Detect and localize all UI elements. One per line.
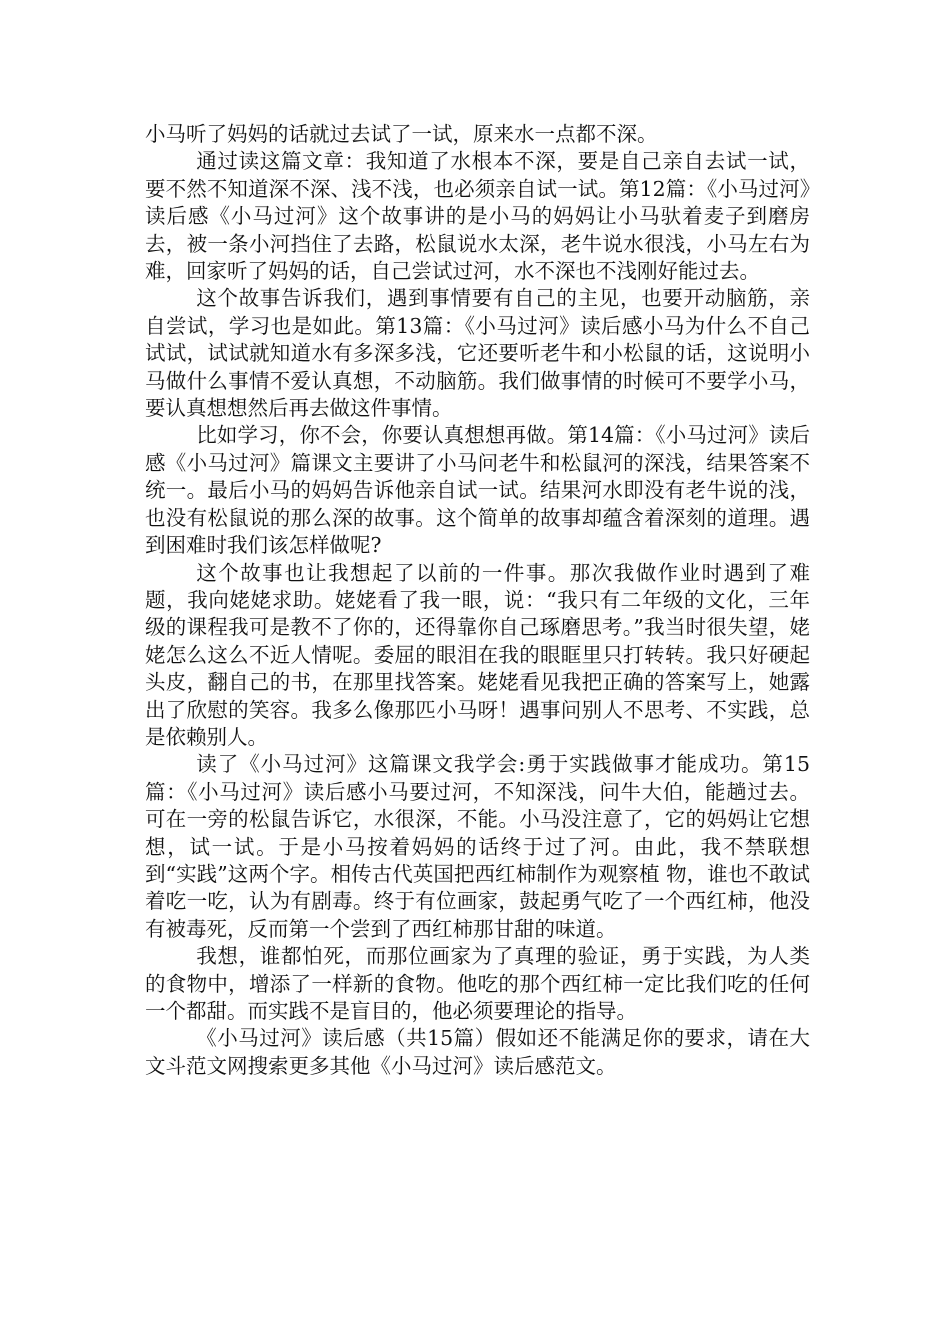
paragraph-7: 我想，谁都怕死，而那位画家为了真理的验证，勇于实践，为人类的食物中，增添了一样新的食物。他吃的那个西红柿一定比我们吃的任何一个都甜。而实践不是盲目的，他必须要理论的指导。 bbox=[145, 944, 810, 1023]
document-body bbox=[145, 121, 810, 1080]
paragraph-6: 读了《小马过河》这篇课文我学会:勇于实践做事才能成功。第15篇：《小马过河》读后感小马要过河，不知深浅，问牛大伯，能趟过去。可在一旁的松鼠告诉它，水很深，不能。小马没注意了，它的妈妈让它想想，试一试。于是小马按着妈妈的话终于过了河。由此，我不禁联想到“实践”这两个字。相传古代英国把西红柿制作为观察植 物，谁也不敢试着吃一吃，认为有剧毒。终于有位画家，鼓起勇气吃了一个西红柿，他没有被毒死，反而第一个尝到了西红柿那甘甜的味道。 bbox=[145, 752, 810, 941]
paragraph-8: 《小马过河》读后感（共15篇）假如还不能满足你的要求，请在大文斗范文网搜索更多其他《小马过河》读后感范文。 bbox=[145, 1026, 810, 1078]
paragraph-4: 比如学习，你不会，你要认真想想再做。第14篇：《小马过河》读后感《小马过河》篇课文主要讲了小马问老牛和松鼠河的深浅，结果答案不统一。最后小马的妈妈告诉他亲自试一试。结果河水即没有老牛说的浅，也没有松鼠说的那么深的故事。这个简单的故事却蕴含着深刻的道理。遇到困难时我们该怎样做呢? bbox=[145, 423, 810, 558]
paragraph-5: 这个故事也让我想起了以前的一件事。那次我做作业时遇到了难题，我向姥姥求助。姥姥看了我一眼，说：“我只有二年级的文化，三年级的课程我可是教不了你的，还得靠你自己琢磨思考。”我当时很失望，姥姥怎么这么不近人情呢。委屈的眼泪在我的眼眶里只打转转。我只好硬起头皮，翻自己的书，在那里找答案。姥姥看见我把正确的答案写上，她露出了欣慰的笑容。我多么像那匹小马呀！遇事问别人不思考、不实践，总是依赖别人。 bbox=[145, 560, 810, 749]
paragraph-1: 小马听了妈妈的话就过去试了一试，原来水一点都不深。 bbox=[145, 122, 658, 146]
paragraph-2: 通过读这篇文章：我知道了水根本不深，要是自己亲自去试一试，要不然不知道深不深、浅不浅，也必须亲自试一试。第12篇：《小马过河》读后感《小马过河》这个故事讲的是小马的妈妈让小马驮着麦子到磨房去，被一条小河挡住了去路，松鼠说水太深，老牛说水很浅，小马左右为难，回家听了妈妈的话，自己尝试过河，水不深也不浅刚好能过去。 bbox=[145, 149, 810, 284]
paragraph-3: 这个故事告诉我们，遇到事情要有自己的主见，也要开动脑筋，亲自尝试，学习也是如此。第13篇：《小马过河》读后感小马为什么不自己试试，试试就知道水有多深多浅，它还要听老牛和小松鼠的话，这说明小马做什么事情不爱认真想，不动脑筋。我们做事情的时候可不要学小马，要认真想想然后再去做这件事情。 bbox=[145, 286, 810, 421]
